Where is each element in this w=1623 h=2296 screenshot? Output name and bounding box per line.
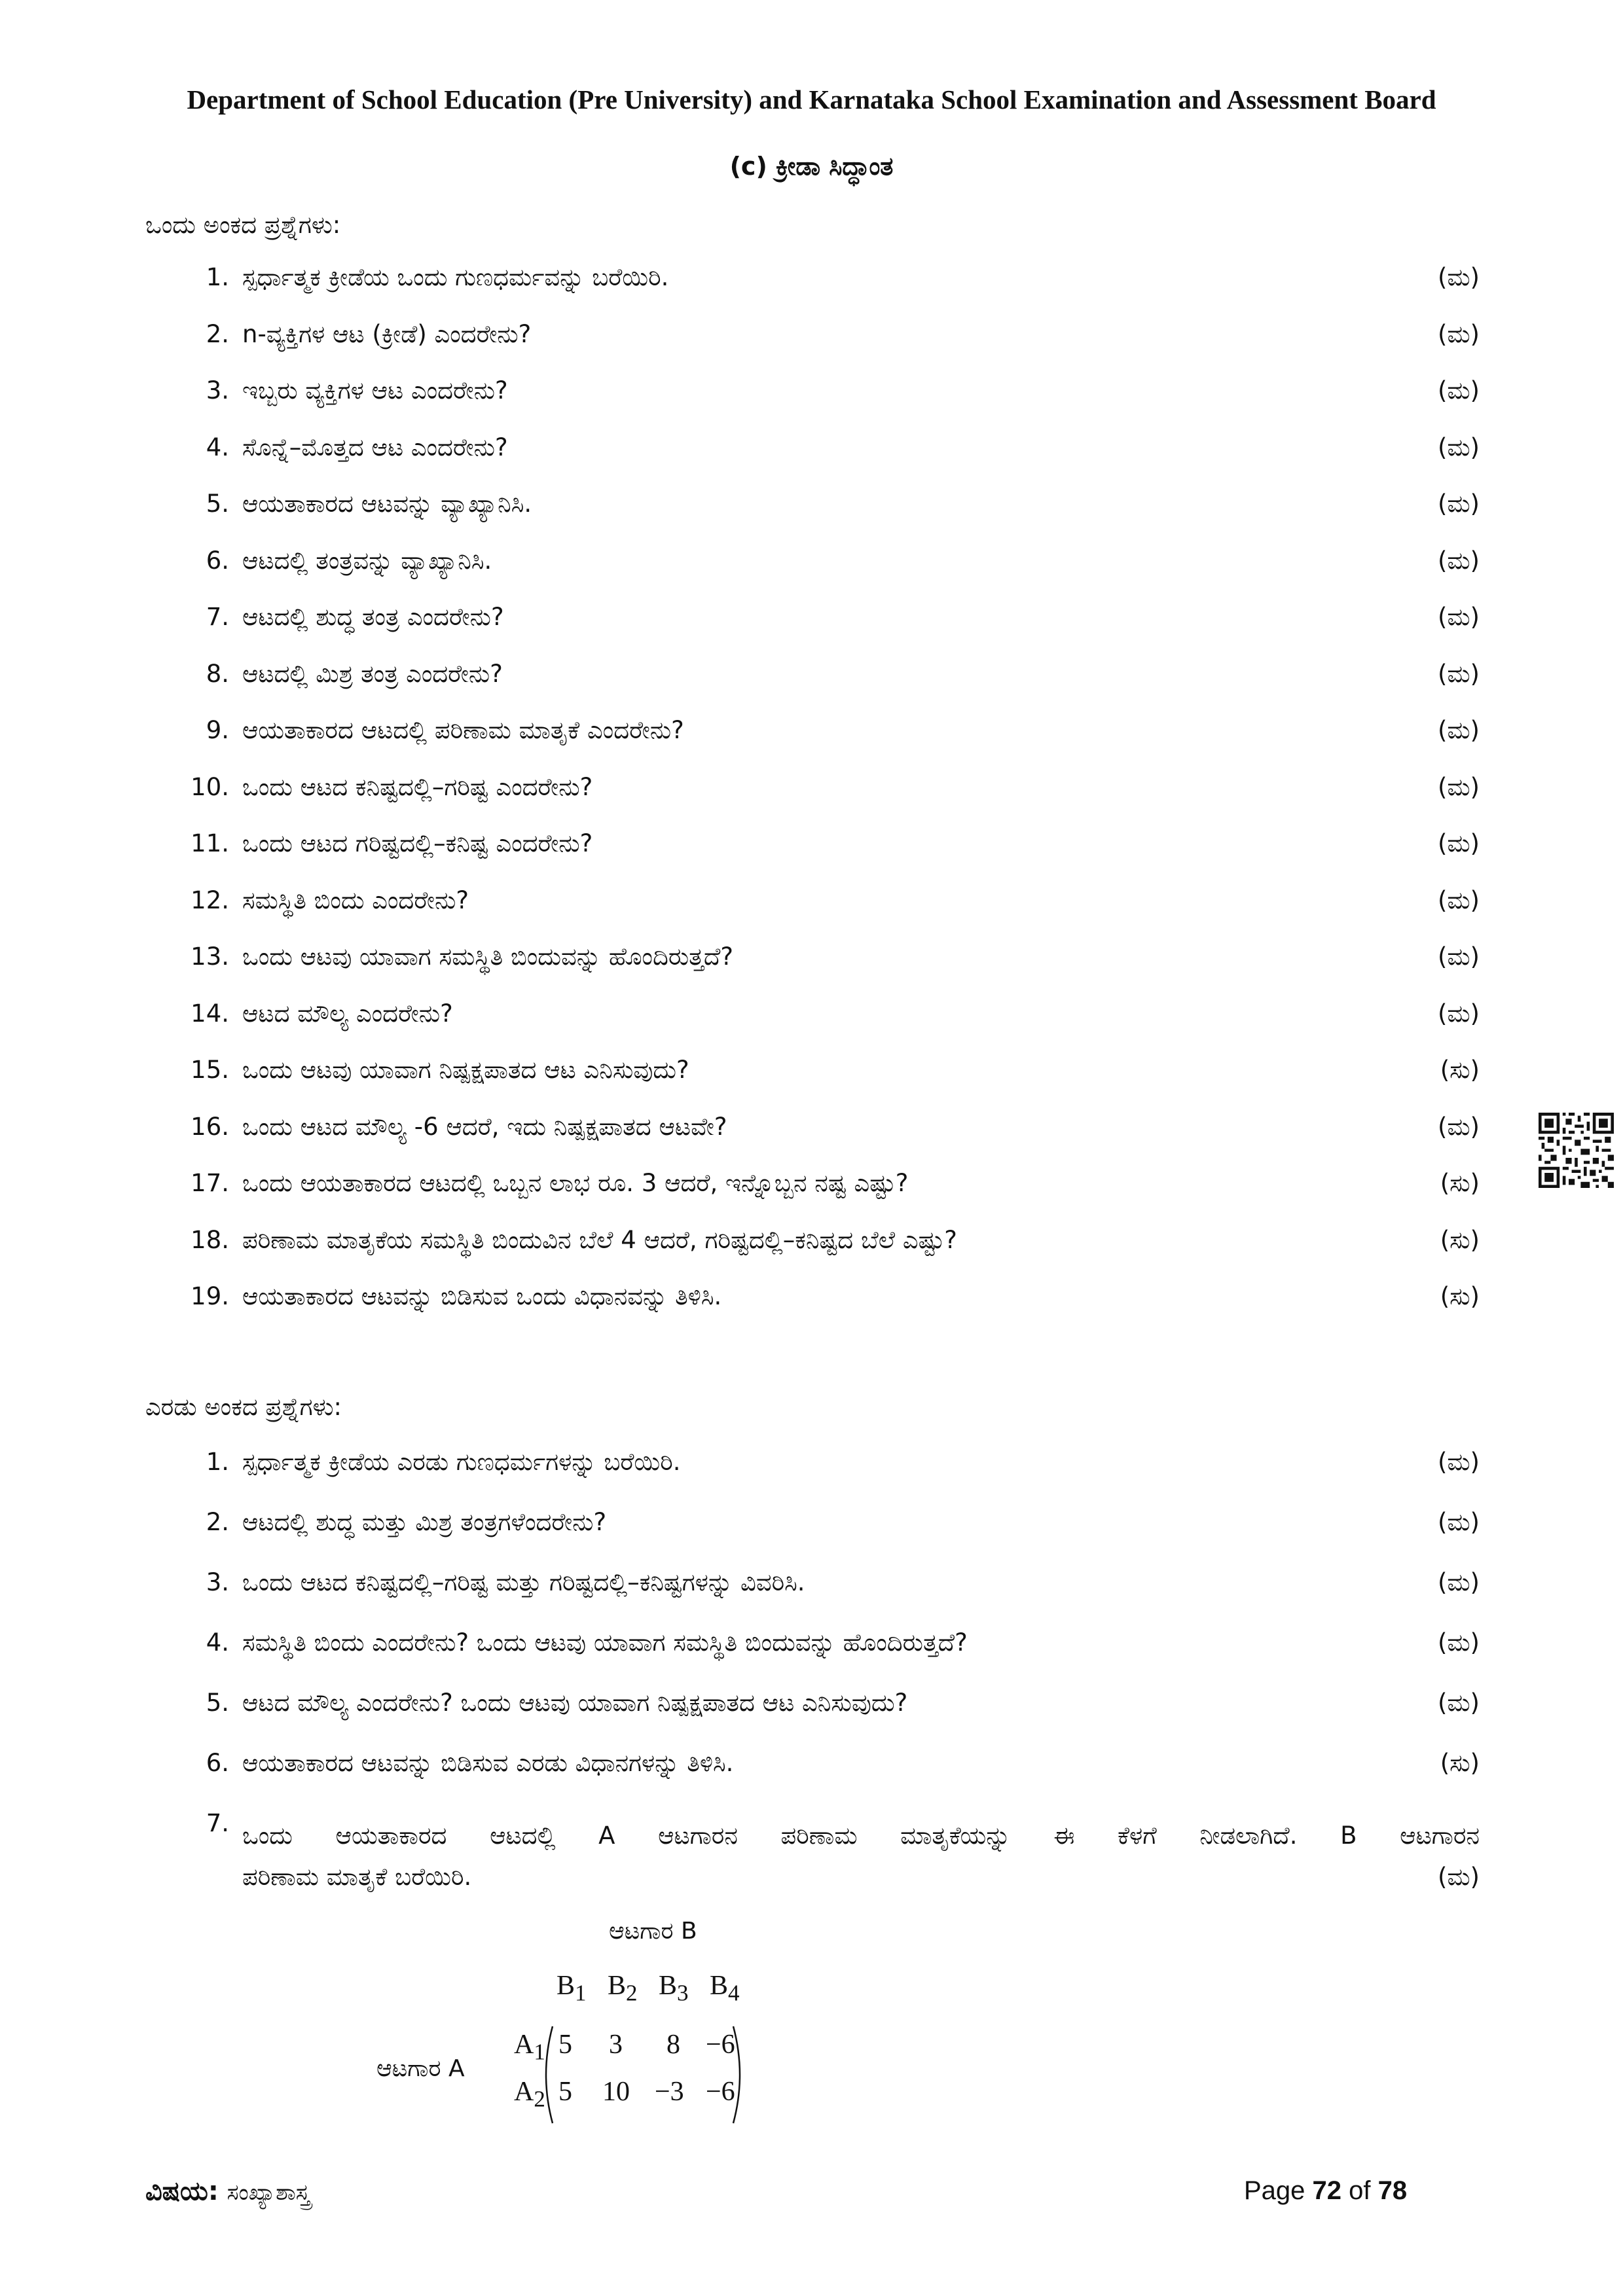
one-mark-question-8	[164, 660, 1480, 699]
one-mark-question-13	[164, 942, 1480, 982]
question-number: 6.	[206, 1749, 229, 1777]
section-title: (c) ಕ್ರೀಡಾ ಸಿದ್ಧಾಂತ	[729, 152, 894, 181]
question-number: 7.	[206, 603, 229, 631]
question-level-tag: (ಮ)	[1437, 1508, 1480, 1536]
matrix-cell-2-2: 10	[602, 2077, 630, 2107]
question-level-tag: (ಸು)	[1440, 1056, 1480, 1084]
question-text: ಒಂದು ಆಟವು ಯಾವಾಗ ಸಮಸ್ಥಿತಿ ಬಿಂದುವನ್ನು ಹೊಂದಿರುತ್ತದೆ?	[242, 942, 733, 971]
two-mark-question-2	[164, 1508, 1480, 1547]
question-level-tag: (ಮ)	[1437, 263, 1480, 291]
question-number: 2.	[206, 1508, 229, 1536]
question-text: ಸ್ಪರ್ಧಾತ್ಮಕ ಕ್ರೀಡೆಯ ಒಂದು ಗುಣಧರ್ಮವನ್ನು ಬರೆಯಿರಿ.	[242, 263, 669, 291]
question-number: 17.	[191, 1169, 229, 1197]
question-level-tag: (ಮ)	[1437, 490, 1480, 518]
one-mark-question-1	[164, 263, 1480, 302]
question-number: 1.	[206, 1448, 229, 1476]
question-level-tag: (ಮ)	[1437, 1628, 1480, 1657]
question-level-tag: (ಮ)	[1437, 546, 1480, 575]
question-text: ಆಟದಲ್ಲಿ ಶುದ್ಧ ತಂತ್ರ ಎಂದರೇನು?	[242, 603, 504, 631]
question-number: 3.	[206, 376, 229, 404]
qr-code	[1539, 1113, 1614, 1188]
question-level-tag: (ಮ)	[1437, 999, 1480, 1028]
question-text: n-ವ್ಯಕ್ತಿಗಳ ಆಟ (ಕ್ರೀಡೆ) ಎಂದರೇನು?	[242, 319, 532, 348]
two-mark-question-7	[164, 1809, 1480, 1891]
question-number: 10.	[191, 772, 229, 801]
question-level-tag: (ಮ)	[1437, 1689, 1480, 1717]
question-number: 11.	[191, 829, 229, 857]
question-number: 4.	[206, 1628, 229, 1657]
matrix-row-player: ಆಟಗಾರ A	[376, 2055, 465, 2082]
one-mark-question-15	[164, 1056, 1480, 1095]
question-number: 5.	[206, 1689, 229, 1717]
question-level-tag: (ಮ)	[1437, 772, 1480, 801]
one-mark-question-11	[164, 829, 1480, 869]
question-number: 7.	[206, 1809, 229, 1837]
one-mark-question-7	[164, 603, 1480, 642]
footer-subject: ವಿಷಯ: ಸಂಖ್ಯಾಶಾಸ್ತ್ರ	[145, 2176, 310, 2206]
footer-page-number: Page 72 of 78	[1244, 2176, 1408, 2205]
question-text-continued: ಪರಿಣಾಮ ಮಾತೃಕೆ ಬರೆಯಿರಿ.	[242, 1863, 472, 1891]
question-text: ಒಂದು ಆಟವು ಯಾವಾಗ ನಿಷ್ಪಕ್ಷಪಾತದ ಆಟ ಎನಿಸುವುದು?	[242, 1056, 689, 1084]
question-text: ಆಯತಾಕಾರದ ಆಟವನ್ನು ವ್ಯಾಖ್ಯಾನಿಸಿ.	[242, 490, 532, 518]
question-text: ಆಟದ ಮೌಲ್ಯ ಎಂದರೇನು? ಒಂದು ಆಟವು ಯಾವಾಗ ನಿಷ್ಪಕ್ಷಪಾತದ ಆಟ ಎನಿಸುವುದು?	[242, 1689, 908, 1717]
question-text: ಆಟದಲ್ಲಿ ತಂತ್ರವನ್ನು ವ್ಯಾಖ್ಯಾನಿಸಿ.	[242, 546, 492, 575]
question-text: ಆಯತಾಕಾರದ ಆಟವನ್ನು ಬಿಡಿಸುವ ಎರಡು ವಿಧಾನಗಳನ್ನು ತಿಳಿಸಿ.	[242, 1749, 734, 1777]
question-level-tag: (ಮ)	[1437, 1863, 1480, 1891]
matrix-cell-1-2: 3	[609, 2030, 623, 2060]
two-mark-question-5	[164, 1689, 1480, 1728]
question-level-tag: (ಮ)	[1437, 659, 1480, 688]
question-number: 6.	[206, 546, 229, 575]
matrix-row-label-1: $A_1$	[514, 2030, 545, 2065]
question-number: 1.	[206, 263, 229, 291]
question-level-tag: (ಮ)	[1437, 716, 1480, 744]
question-level-tag: (ಮ)	[1437, 433, 1480, 461]
question-number: 8.	[206, 659, 229, 688]
one-mark-question-10	[164, 773, 1480, 812]
question-number: 4.	[206, 433, 229, 461]
question-level-tag: (ಸು)	[1440, 1225, 1480, 1254]
question-text: ಆಟದ ಮೌಲ್ಯ ಎಂದರೇನು?	[242, 999, 453, 1028]
matrix-cell-2-4: −6	[706, 2077, 735, 2107]
question-number: 18.	[191, 1225, 229, 1254]
question-level-tag: (ಮ)	[1437, 1568, 1480, 1596]
question-level-tag: (ಮ)	[1437, 1448, 1480, 1476]
two-mark-question-3	[164, 1568, 1480, 1607]
question-level-tag: (ಮ)	[1437, 829, 1480, 857]
question-text: ಸ್ಪರ್ಧಾತ್ಮಕ ಕ್ರೀಡೆಯ ಎರಡು ಗುಣಧರ್ಮಗಳನ್ನು ಬರೆಯಿರಿ.	[242, 1448, 681, 1476]
two-mark-question-1	[164, 1448, 1480, 1487]
question-number: 15.	[191, 1056, 229, 1084]
question-text: ಸಮಸ್ಥಿತಿ ಬಿಂದು ಎಂದರೇನು? ಒಂದು ಆಟವು ಯಾವಾಗ ಸಮಸ್ಥಿತಿ ಬಿಂದುವನ್ನು ಹೊಂದಿರುತ್ತದೆ?	[242, 1628, 968, 1657]
two-mark-question-4	[164, 1628, 1480, 1668]
one-mark-question-6	[164, 547, 1480, 586]
page-header: Department of School Education (Pre University) and Karnataka School Examination and Assessment Board	[187, 84, 1436, 115]
one-mark-question-19	[164, 1282, 1480, 1321]
matrix-cell-1-1: 5	[558, 2030, 572, 2060]
question-number: 9.	[206, 716, 229, 744]
matrix-cell-1-4: −6	[706, 2030, 735, 2060]
question-text: ಆಟದಲ್ಲಿ ಮಿಶ್ರ ತಂತ್ರ ಎಂದರೇನು?	[242, 659, 503, 688]
one-mark-question-16	[164, 1113, 1480, 1152]
question-text: ಪರಿಣಾಮ ಮಾತೃಕೆಯ ಸಮಸ್ಥಿತಿ ಬಿಂದುವಿನ ಬೆಲೆ 4 ಆದರೆ, ಗರಿಷ್ಟದಲ್ಲಿ–ಕನಿಷ್ಟದ ಬೆಲೆ ಎಷ್ಟು?	[242, 1225, 957, 1254]
question-number: 5.	[206, 490, 229, 518]
question-text: ಒಂದು ಆಟದ ಕನಿಷ್ಟದಲ್ಲಿ–ಗರಿಷ್ಟ ಎಂದರೇನು?	[242, 772, 593, 801]
question-number: 16.	[191, 1112, 229, 1141]
matrix-col-label-3: $B_3$	[659, 1971, 689, 2006]
one-mark-question-14	[164, 999, 1480, 1039]
one-mark-question-4	[164, 433, 1480, 473]
matrix-col-label-2: $B_2$	[608, 1971, 638, 2006]
question-text: ಸಮಸ್ಥಿತಿ ಬಿಂದು ಎಂದರೇನು?	[242, 886, 469, 914]
question-number: 2.	[206, 319, 229, 348]
question-text: ಆಯತಾಕಾರದ ಆಟದಲ್ಲಿ ಪರಿಣಾಮ ಮಾತೃಕೆ ಎಂದರೇನು?	[242, 716, 684, 744]
question-level-tag: (ಸು)	[1440, 1282, 1480, 1310]
one-mark-question-18	[164, 1226, 1480, 1265]
question-level-tag: (ಮ)	[1437, 376, 1480, 404]
question-text: ಒಂದು ಆಯತಾಕಾರದ ಆಟದಲ್ಲಿ A ಆಟಗಾರನ ಪರಿಣಾಮ ಮಾತೃಕೆಯನ್ನು ಈ ಕೆಳಗೆ ನೀಡಲಾಗಿದೆ. B ಆಟಗಾರನ	[242, 1821, 1480, 1850]
question-text: ಒಂದು ಆಟದ ಗರಿಷ್ಟದಲ್ಲಿ–ಕನಿಷ್ಟ ಎಂದರೇನು?	[242, 829, 593, 857]
matrix-cell-1-3: 8	[666, 2030, 680, 2060]
question-level-tag: (ಮ)	[1437, 886, 1480, 914]
question-number: 14.	[191, 999, 229, 1028]
one-mark-question-3	[164, 376, 1480, 416]
question-text: ಆಯತಾಕಾರದ ಆಟವನ್ನು ಬಿಡಿಸುವ ಒಂದು ವಿಧಾನವನ್ನು ತಿಳಿಸಿ.	[242, 1282, 722, 1310]
one-mark-question-17	[164, 1169, 1480, 1208]
question-text: ಸೊನ್ನೆ–ಮೊತ್ತದ ಆಟ ಎಂದರೇನು?	[242, 433, 508, 461]
matrix-col-player: ಆಟಗಾರ B	[609, 1918, 697, 1945]
matrix-col-label-4: $B_4$	[710, 1971, 740, 2006]
question-level-tag: (ಮ)	[1437, 319, 1480, 348]
matrix-col-label-1: $B_1$	[556, 1971, 587, 2006]
question-text: ಒಂದು ಆಯತಾಕಾರದ ಆಟದಲ್ಲಿ ಒಬ್ಬನ ಲಾಭ ರೂ. 3 ಆದರೆ, ಇನ್ನೊಬ್ಬನ ನಷ್ಟ ಎಷ್ಟು?	[242, 1169, 909, 1197]
one-mark-heading: ಒಂದು ಅಂಕದ ಪ್ರಶ್ನೆಗಳು:	[145, 211, 341, 239]
question-number: 12.	[191, 886, 229, 914]
question-level-tag: (ಮ)	[1437, 603, 1480, 631]
two-mark-heading: ಎರಡು ಅಂಕದ ಪ್ರಶ್ನೆಗಳು:	[145, 1393, 342, 1421]
one-mark-question-12	[164, 886, 1480, 925]
question-number: 19.	[191, 1282, 229, 1310]
question-level-tag: (ಸು)	[1440, 1749, 1480, 1777]
question-text: ಇಬ್ಬರು ವ್ಯಕ್ತಿಗಳ ಆಟ ಎಂದರೇನು?	[242, 376, 508, 404]
one-mark-question-5	[164, 490, 1480, 529]
question-number: 3.	[206, 1568, 229, 1596]
matrix-cell-2-3: −3	[655, 2077, 684, 2107]
one-mark-question-2	[164, 320, 1480, 359]
matrix-cell-2-1: 5	[558, 2077, 572, 2107]
two-mark-question-6	[164, 1749, 1480, 1788]
question-level-tag: (ಸು)	[1440, 1169, 1480, 1197]
question-level-tag: (ಮ)	[1437, 942, 1480, 971]
payoff-matrix	[367, 1918, 825, 2134]
matrix-row-label-2: $A_2$	[514, 2077, 545, 2112]
question-number: 13.	[191, 942, 229, 971]
question-text: ಒಂದು ಆಟದ ಕನಿಷ್ಟದಲ್ಲಿ–ಗರಿಷ್ಟ ಮತ್ತು ಗರಿಷ್ಟದಲ್ಲಿ–ಕನಿಷ್ಟಗಳನ್ನು ವಿವರಿಸಿ.	[242, 1568, 805, 1596]
one-mark-question-9	[164, 716, 1480, 755]
question-level-tag: (ಮ)	[1437, 1112, 1480, 1141]
question-text: ಆಟದಲ್ಲಿ ಶುದ್ಧ ಮತ್ತು ಮಿಶ್ರ ತಂತ್ರಗಳೆಂದರೇನು?	[242, 1508, 607, 1536]
question-text: ಒಂದು ಆಟದ ಮೌಲ್ಯ -6 ಆದರೆ, ಇದು ನಿಷ್ಪಕ್ಷಪಾತದ ಆಟವೇ?	[242, 1112, 727, 1141]
